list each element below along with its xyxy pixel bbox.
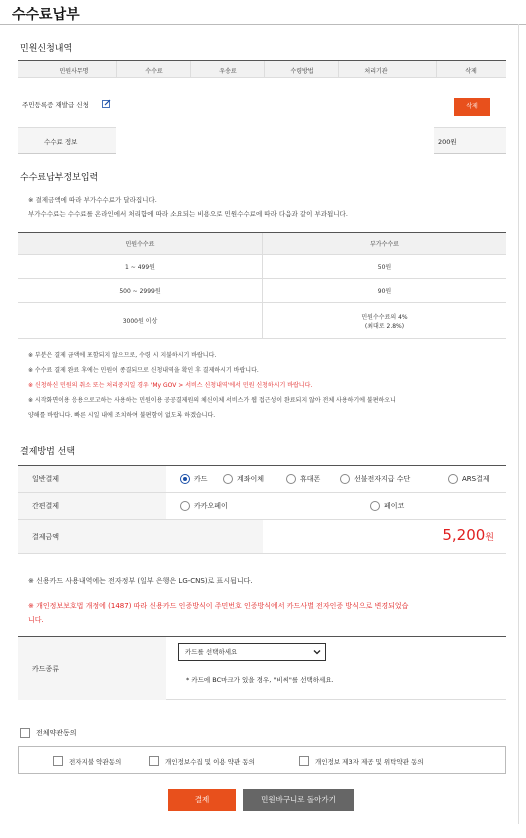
- warning-4: ※ 시작화면이용 응용으로고하는 사용하는 민원이용 공공결제원의 체신이체 서비스가 웹 접근성이 완료되지 않아 전체 사용하기에 불편하오니: [28, 397, 396, 404]
- fee-note-1: ※ 결제금액에 따라 부가수수료가 달라집니다.: [28, 196, 157, 204]
- fee-extra: 90원: [377, 288, 392, 295]
- fee-extra-sub: (최대로 2.8%): [364, 322, 405, 330]
- title-divider: [0, 24, 526, 25]
- request-section-title: 민원신청내역: [20, 44, 73, 54]
- simple-payment-label: 간편결제: [18, 493, 166, 519]
- amount-value: 5,200원: [442, 526, 494, 544]
- fee-extra-cell: [263, 303, 506, 338]
- agree-privacy-collection[interactable]: 개인정보수집 및 이용 약관 동의: [149, 756, 255, 766]
- amount-label: 결제금액: [18, 520, 263, 553]
- fee-row: [18, 255, 506, 279]
- agree-all[interactable]: 전체약관동의: [20, 728, 77, 738]
- fee-row: [18, 279, 506, 303]
- radio-icon: [223, 474, 233, 484]
- edit-icon[interactable]: [102, 99, 111, 110]
- fee-extra: 50원: [377, 264, 392, 271]
- radio-transfer[interactable]: 계좌이체: [223, 474, 264, 484]
- card-type-label: 카드종류: [18, 637, 166, 700]
- fee-range: 3000원 이상: [18, 303, 263, 338]
- agreement-box: [18, 746, 506, 774]
- request-name: 주민등록증 재발급 신청: [22, 101, 89, 109]
- card-note: * 카드에 BC마크가 있을 경우, "비씨"를 선택하세요.: [186, 676, 334, 684]
- fee-info-value: 200원: [438, 138, 457, 146]
- amount-row: [18, 520, 506, 554]
- radio-icon: [448, 474, 458, 484]
- checkbox-icon: [149, 756, 159, 766]
- col-header-name: 민원사무명: [59, 68, 89, 75]
- agree-third-party[interactable]: 개인정보 제3자 제공 및 위탁약관 동의: [299, 756, 424, 766]
- col-header-fee: 수수료: [145, 68, 163, 75]
- radio-icon: [286, 474, 296, 484]
- warning-3: ※ 신청하신 민원의 취소 또는 처리중지일 경우 'My GOV > 서비스 신청내역'에서 민원 신청하시기 바랍니다.: [28, 382, 313, 389]
- request-table-header: [18, 60, 506, 78]
- radio-icon: [370, 501, 380, 511]
- warning-1: ※ 부분은 결제 금액에 포함되지 않으므로, 수령 시 지불하시기 바랍니다.: [28, 352, 217, 359]
- col-header-agency: 처리기관: [364, 68, 388, 75]
- checkbox-icon: [20, 728, 30, 738]
- back-to-cart-button[interactable]: 민원바구니로 돌아가기: [243, 789, 354, 811]
- fee-header-base: 민원수수료: [18, 233, 263, 254]
- fee-range: 1 ~ 499원: [18, 255, 263, 278]
- radio-selected-icon: [180, 474, 190, 484]
- fee-section-title: 수수료납부정보입력: [20, 173, 99, 183]
- delete-button[interactable]: 삭제: [454, 98, 490, 116]
- warning-5: 양해를 바랍니다. 빠른 시일 내에 조치하여 불편함이 없도록 하겠습니다.: [28, 412, 216, 419]
- checkbox-icon: [53, 756, 63, 766]
- card-type-select[interactable]: 카드를 선택하세요: [178, 643, 326, 661]
- fee-note-2: 부가수수료는 수수료를 온라인에서 처리함에 따라 소요되는 비용으로 민원수수료에 따라 다음과 같이 부과됩니다.: [28, 210, 348, 218]
- simple-payment-row: [18, 493, 506, 520]
- page-title: 수수료납부: [12, 7, 80, 23]
- request-footer-blank-area: [116, 128, 434, 154]
- col-header-delete: 삭제: [465, 68, 477, 75]
- card-display-notice: ※ 신용카드 사용내역에는 전자정부 (일부 은행은 LG-CNS)로 표시됩니다.: [28, 577, 253, 585]
- general-payment-label: 일반결제: [18, 466, 166, 492]
- fee-range: 500 ~ 2999원: [18, 279, 263, 302]
- radio-icon: [340, 474, 350, 484]
- fee-extra: 민원수수료의 4%: [361, 313, 408, 321]
- card-type-table: [18, 636, 506, 700]
- radio-kakaopay[interactable]: 카카오페이: [180, 501, 228, 511]
- fee-header-extra: 부가수수료: [370, 241, 399, 248]
- radio-icon: [180, 501, 190, 511]
- radio-card[interactable]: 카드: [180, 474, 208, 484]
- fee-info-label: 수수료 정보: [44, 138, 78, 146]
- warning-2: ※ 수수료 결제 완료 후에는 민원이 종결되므로 신청내역을 확인 후 결제하시기 바랍니다.: [28, 367, 259, 374]
- red-notice-line-2: 니다.: [28, 616, 44, 624]
- col-header-receive: 수령방법: [290, 68, 314, 75]
- radio-phone[interactable]: 휴대폰: [286, 474, 320, 484]
- general-payment-row: [18, 466, 506, 493]
- fee-table: [18, 232, 506, 339]
- payment-section-title: 결제방법 선택: [20, 447, 76, 457]
- radio-ars[interactable]: ARS결제: [448, 474, 490, 484]
- radio-payco[interactable]: 페이코: [370, 501, 404, 511]
- right-border: [518, 24, 519, 824]
- chevron-down-icon: [313, 648, 321, 656]
- agree-payment-terms[interactable]: 전자지불 약관동의: [53, 756, 121, 766]
- col-header-postage: 우송료: [219, 68, 237, 75]
- fee-row: [18, 303, 506, 339]
- red-notice-line-1: ※ 개인정보보호법 개정에 (1487) 따라 신용카드 인증방식이 주민번호 인증방식에서 카드사별 전자인증 방식으로 변경되었습: [28, 602, 409, 610]
- checkbox-icon: [299, 756, 309, 766]
- fee-table-header: [18, 233, 506, 255]
- payment-method-table: [18, 465, 506, 554]
- radio-prepaid[interactable]: 선불전자지급 수단: [340, 474, 410, 484]
- request-row-blank-area: [116, 78, 434, 128]
- pay-button[interactable]: 결제: [168, 789, 236, 811]
